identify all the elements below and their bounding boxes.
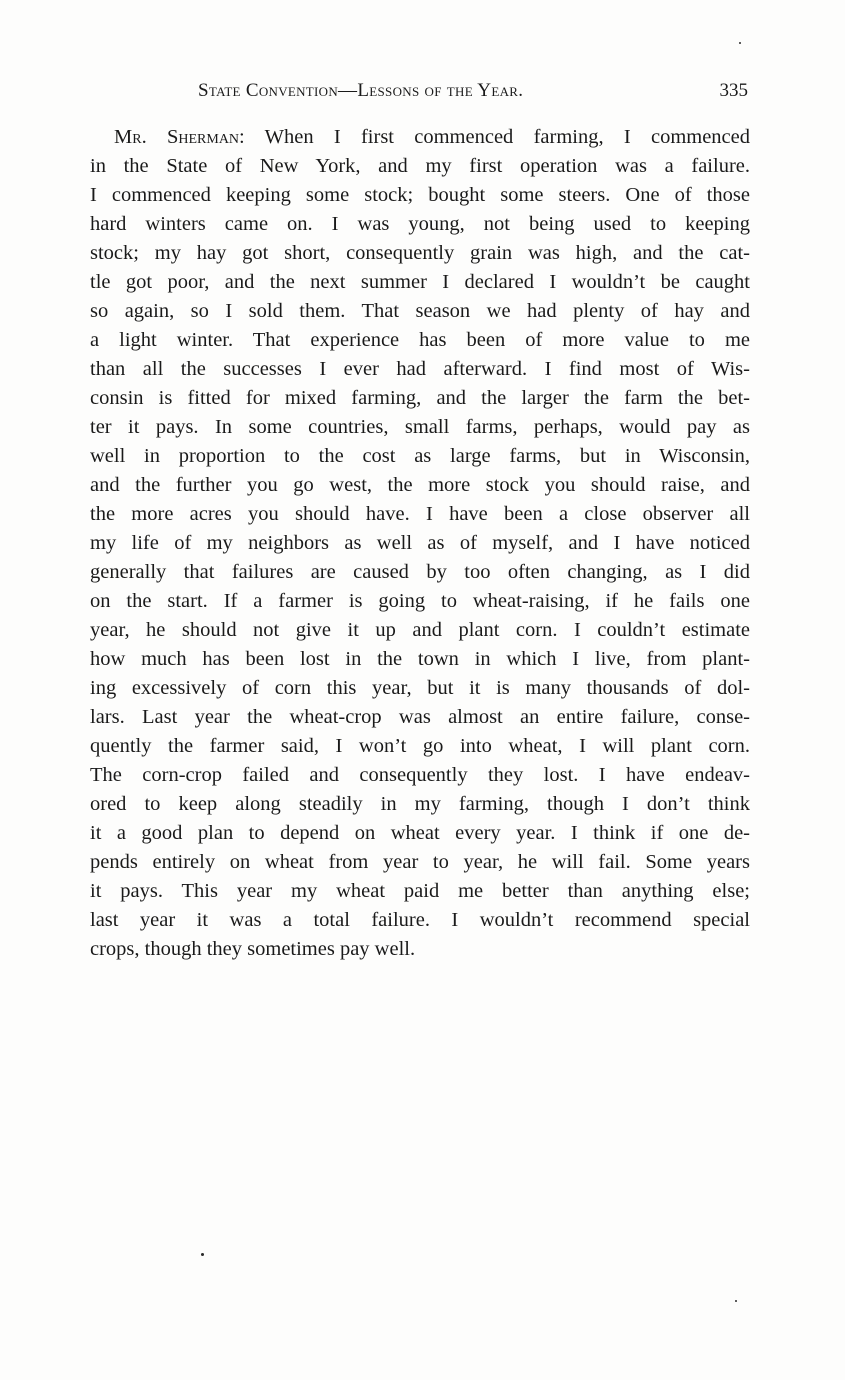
text-line: a light winter. That experience has been of more value to me — [90, 329, 750, 351]
body-paragraph — [90, 123, 750, 964]
speaker-name: Mr. Sherman — [114, 126, 240, 148]
text-line-content: : When I first commenced farming, I commenced — [239, 126, 751, 148]
text-line: it a good plan to depend on wheat every year. I think if one de- — [90, 822, 750, 844]
page-number: 335 — [719, 80, 748, 101]
text-line: lars. Last year the wheat-crop was almost an entire failure, conse- — [90, 706, 750, 728]
paper-speck — [735, 1300, 737, 1302]
text-line: quently the farmer said, I won’t go into wheat, I will plant corn. — [90, 735, 750, 757]
text-line — [90, 123, 750, 152]
text-line: on the start. If a farmer is going to wheat-raising, if he fails one — [90, 590, 750, 612]
text-line: hard winters came on. I was young, not being used to keeping — [90, 213, 750, 235]
text-line: my life of my neighbors as well as of myself, and I have noticed — [90, 532, 750, 554]
text-line: the more acres you should have. I have been a close observer all — [90, 503, 750, 525]
text-line: well in proportion to the cost as large farms, but in Wisconsin, — [90, 445, 750, 467]
text-line: I commenced keeping some stock; bought some steers. One of those — [90, 184, 750, 206]
text-line: so again, so I sold them. That season we had plenty of hay and — [90, 300, 750, 322]
paper-speck — [201, 1253, 204, 1256]
text-line: tle got poor, and the next summer I declared I wouldn’t be caught — [90, 271, 750, 293]
running-title: State Convention—Lessons of the Year. — [198, 80, 524, 101]
text-line: stock; my hay got short, consequently grain was high, and the cat- — [90, 242, 750, 264]
text-line: crops, though they sometimes pay well. — [90, 938, 416, 960]
text-line: and the further you go west, the more stock you should raise, and — [90, 474, 750, 496]
text-line: ter it pays. In some countries, small farms, perhaps, would pay as — [90, 416, 750, 438]
text-line: in the State of New York, and my first operation was a failure. — [90, 155, 750, 177]
text-line: The corn-crop failed and consequently they lost. I have endeav- — [90, 764, 750, 786]
paper-speck — [739, 42, 741, 44]
text-line: it pays. This year my wheat paid me better than anything else; — [90, 880, 750, 902]
text-line: than all the successes I ever had afterward. I find most of Wis- — [90, 358, 750, 380]
text-line: last year it was a total failure. I wouldn’t recommend special — [90, 909, 750, 931]
text-line: pends entirely on wheat from year to year, he will fail. Some years — [90, 851, 750, 873]
text-line: ored to keep along steadily in my farming, though I don’t think — [90, 793, 750, 815]
running-head — [90, 80, 750, 110]
text-line: consin is fitted for mixed farming, and the larger the farm the bet- — [90, 387, 750, 409]
text-line: generally that failures are caused by too often changing, as I did — [90, 561, 750, 583]
text-line: ing excessively of corn this year, but it is many thousands of dol- — [90, 677, 750, 699]
text-line: year, he should not give it up and plant corn. I couldn’t estimate — [90, 619, 750, 641]
text-line: how much has been lost in the town in which I live, from plant- — [90, 648, 750, 670]
